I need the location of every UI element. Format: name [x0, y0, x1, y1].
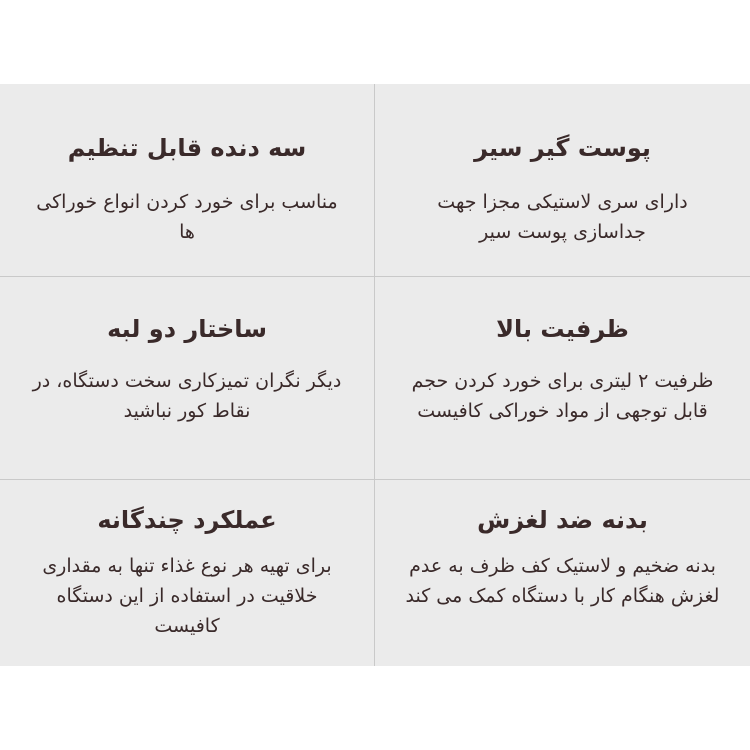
feature-title: بدنه ضد لغزش: [477, 506, 648, 534]
feature-card-capacity: [375, 277, 750, 479]
feature-title: ساختار دو لبه: [107, 315, 267, 343]
feature-card-anti-slip: [375, 480, 750, 666]
feature-description: ظرفیت ۲ لیتری برای خورد کردن حجم قابل توجهی از مواد خوراکی کافیست: [411, 369, 714, 422]
feature-title: پوست گیر سیر: [474, 134, 651, 162]
feature-description: دیگر نگران تمیزکاری سخت دستگاه، در نقاط کور نباشید: [32, 369, 342, 422]
feature-grid: [0, 84, 750, 666]
feature-title: ظرفیت بالا: [496, 315, 629, 343]
feature-description: بدنه ضخیم و لاستیک کف ظرف به عدم لغزش هنگام کار با دستگاه کمک می کند: [405, 554, 720, 607]
feature-card-three-gears: [0, 84, 374, 276]
feature-card-garlic-peeler: [375, 84, 750, 276]
feature-title: سه دنده قابل تنظیم: [67, 134, 307, 162]
feature-description: برای تهیه هر نوع غذاء تنها به مقداری خلاقیت در استفاده از این دستگاه کافیست: [42, 554, 332, 637]
feature-card-double-edge: [0, 277, 374, 479]
feature-description: مناسب برای خورد کردن انواع خوراکی ها: [36, 190, 338, 243]
feature-description: دارای سری لاستیکی مجزا جهت جداسازی پوست سیر: [437, 190, 688, 243]
feature-title: عملکرد چندگانه: [97, 506, 277, 534]
feature-card-multi-function: [0, 480, 374, 666]
